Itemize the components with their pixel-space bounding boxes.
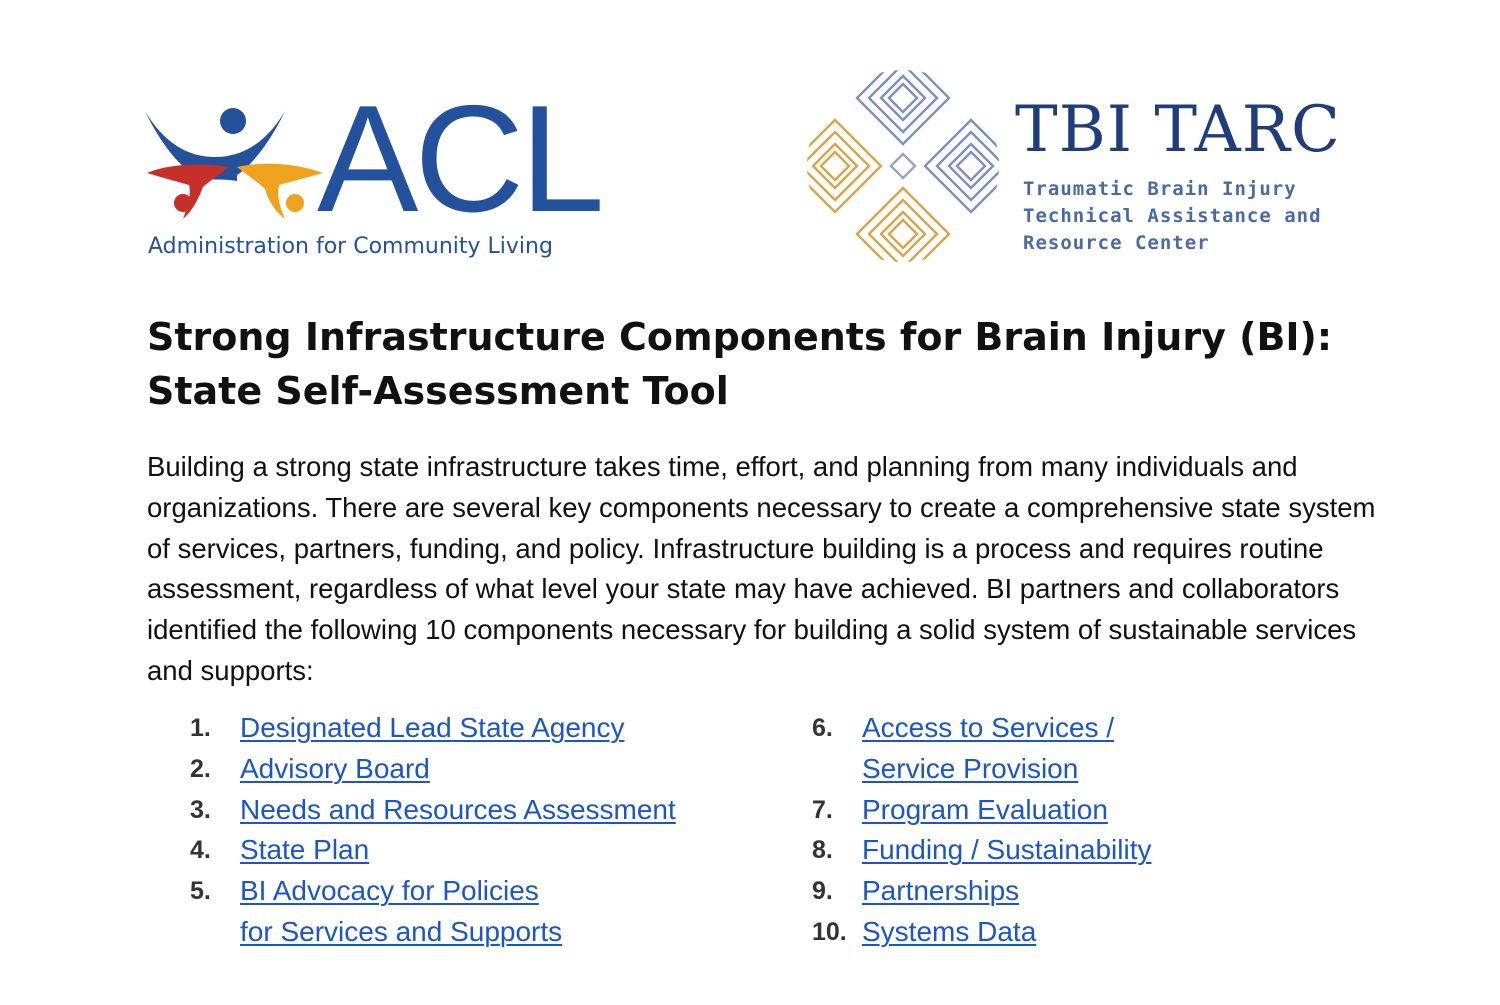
item-number: 9. xyxy=(812,877,833,906)
components-list-left xyxy=(190,708,676,953)
link-program-evaluation[interactable]: Program Evaluation xyxy=(862,793,1108,825)
link-needs-and-resources-assessment[interactable]: Needs and Resources Assessment xyxy=(240,793,676,825)
item-number: 3. xyxy=(190,795,211,824)
link-access-to-services[interactable]: Access to Services / Service Provision xyxy=(862,712,1115,784)
tbi-tarc-subtitle xyxy=(1023,176,1322,257)
link-advisory-board[interactable]: Advisory Board xyxy=(240,752,430,784)
tbi-tarc-logo xyxy=(805,68,1365,268)
component-item-access-to-services xyxy=(812,708,1152,790)
component-item-bi-advocacy xyxy=(190,871,676,953)
item-number: 4. xyxy=(190,836,211,865)
item-number: 5. xyxy=(190,877,211,906)
link-designated-lead-state-agency[interactable]: Designated Lead State Agency xyxy=(240,712,625,743)
link-systems-data[interactable]: Systems Data xyxy=(862,915,1037,947)
item-number: 6. xyxy=(812,714,833,742)
component-item-lead-agency xyxy=(190,708,676,749)
components-list-right xyxy=(812,708,1152,953)
item-number: 2. xyxy=(190,754,211,783)
document-title: Strong Infrastructure Components for Brain Injury (BI): State Self-Assessment Tool xyxy=(147,315,1333,413)
item-number: 7. xyxy=(812,795,833,824)
acl-wordmark: ACL xyxy=(317,74,601,244)
item-number: 8. xyxy=(812,836,833,865)
tbi-tarc-subtitle-line: Traumatic Brain Injury xyxy=(1023,178,1297,200)
tbi-tarc-emblem-icon xyxy=(805,68,1001,264)
tbi-tarc-subtitle-line: Resource Center xyxy=(1023,232,1210,254)
component-item-funding xyxy=(812,830,1152,871)
link-state-plan[interactable]: State Plan xyxy=(240,834,370,866)
tbi-tarc-subtitle-line: Technical Assistance and xyxy=(1023,205,1322,227)
link-partnerships[interactable]: Partnerships xyxy=(862,875,1020,907)
component-item-systems-data xyxy=(812,912,1152,953)
link-funding-sustainability[interactable]: Funding / Sustainability xyxy=(862,834,1152,866)
component-item-partnerships xyxy=(812,871,1152,912)
acl-tagline: Administration for Community Living xyxy=(148,234,553,259)
item-number: 1. xyxy=(190,714,211,742)
component-item-program-evaluation xyxy=(812,790,1152,831)
component-item-state-plan xyxy=(190,830,676,871)
link-bi-advocacy-for-policies[interactable]: BI Advocacy for Policies for Services and Supports xyxy=(240,875,563,947)
component-item-advisory-board xyxy=(190,749,676,790)
item-number: 10. xyxy=(812,917,847,946)
intro-paragraph: Building a strong state infrastructure takes time, effort, and planning from many individuals and organizations. There are several key components necessary to create a comprehensive state system of services, partners, funding, and policy. Infrastructure building is a process and requires routine assessment, regardless of what level your state may have achieved. BI partners and collaborators identified the following 10 components necessary for building a solid system of sustainable services and supports: xyxy=(147,451,1376,686)
acl-logo xyxy=(145,74,615,270)
tbi-tarc-wordmark: TBI TARC xyxy=(1015,93,1341,167)
acl-people-icon xyxy=(145,105,330,230)
component-item-needs-assessment xyxy=(190,790,676,831)
